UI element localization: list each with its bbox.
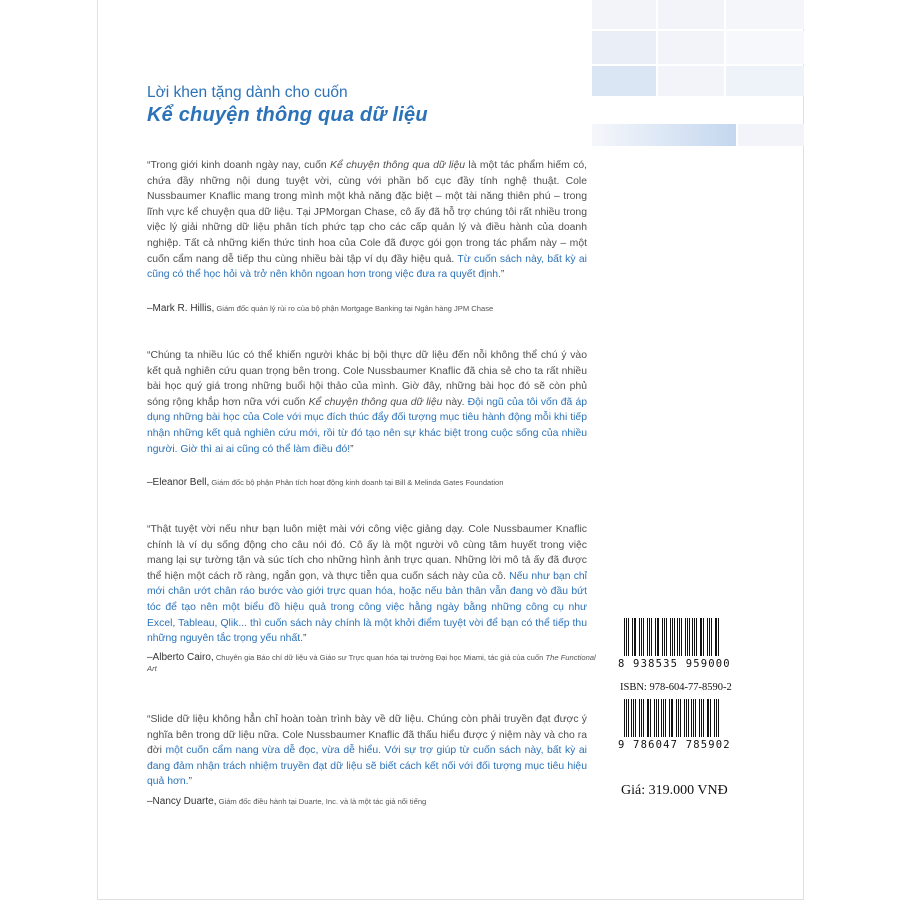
barcode-bar [656,699,657,737]
barcode-bar [698,618,699,656]
barcode-bar [651,618,652,656]
barcode-bar [628,618,629,656]
barcode-bar [692,618,693,656]
quote-segment: này. [442,396,468,408]
title-line-1: Lời khen tặng dành cho cuốn [147,84,348,101]
barcode-bar [650,699,651,737]
barcode-bar [639,699,640,737]
barcode-bar [635,699,636,737]
barcode-bar [709,618,710,656]
author-role: Chuyên gia Báo chí dữ liệu và Giáo sư Trực quan hóa tại trường Đại học Miami, tác giả của cuốn [213,653,546,662]
barcode-bar [678,699,679,737]
barcode-bar [653,618,654,656]
quote-3 [147,522,587,647]
barcode-bar [705,699,706,737]
barcode-bar [716,699,717,737]
barcode-bar [626,699,627,737]
price-label: Giá: 319.000 VNĐ [621,783,728,798]
barcode-bar [691,699,692,737]
barcode-bar [670,618,671,656]
barcode-bar [701,699,702,737]
attribution-4 [147,796,602,807]
barcode-bar [680,699,681,737]
barcode-bar [700,618,701,656]
barcode-bar [643,618,644,656]
author-name: –Alberto Cairo, [147,652,214,663]
barcode-bar [686,699,687,737]
barcode-bar [645,618,646,656]
barcode-bar [707,699,708,737]
barcode-ean [624,618,722,656]
barcode-bar [679,618,680,656]
barcode-bar [637,699,638,737]
barcode-bar [694,618,695,656]
quote-segment: Từ cuốn sách này, bất kỳ ai cũng có thể học hỏi và trở nên khôn ngoan hơn trong việc đưa ra quyết định. [147,253,587,281]
barcode-bar [701,618,702,656]
barcode-bar [641,618,642,656]
barcode-bar [715,618,716,656]
quote-segment: “Trong giới kinh doanh ngày nay, cuốn [147,160,331,171]
barcode-bar [643,699,644,737]
barcode-bar [635,618,636,656]
quote-segment: ” [500,269,505,281]
barcode-bar [674,699,675,737]
barcode-bar [647,699,648,737]
barcode-bar [683,618,684,656]
barcode-bar [624,699,625,737]
quote-segment: ” [188,776,192,788]
barcode-bar [645,699,646,737]
quote-segment: ” [350,443,354,455]
barcode-bar [720,618,721,656]
barcode-bar [671,699,672,737]
barcode-bar [664,618,665,656]
barcode-bar [684,699,685,737]
author-role: Giám đốc quản lý rủi ro của bộ phận Mortgage Banking tại Ngân hàng JPM Chase [214,304,494,313]
barcode-bar [677,618,678,656]
barcode-bar [637,618,638,656]
barcode-bar [711,618,712,656]
barcode-bar [626,618,627,656]
barcode-bar [681,618,682,656]
barcode-isbn [624,699,722,737]
barcode-bar [697,699,698,737]
barcode-1-number: 8 938535 959000 [618,658,731,670]
barcode-bar [672,618,673,656]
barcode-bar [652,699,653,737]
barcode-bar [689,699,690,737]
quote-segment: Nếu như bạn chỉ mới chân ướt chân ráo bước vào giới trực quan hóa, hoặc nếu bản thân vẫn đang vò đầu bứt tóc để tạo nên một biểu đồ hiệu quả trong công việc hằng ngày bằng những công cụ như Excel, Tableau, Qlik... thì cuốn sách này chính là một khởi điểm tuyệt vời để bạn có thể tiếp thu những nguyên tắc trọng yếu nhất. [147,570,587,645]
barcode-bar [672,699,673,737]
attribution-1 [147,303,602,314]
barcode-bar [703,699,704,737]
barcode-bar [667,699,668,737]
barcode-bar [655,618,656,656]
book-reference: The Functional Art [147,653,596,673]
barcode-bar [716,618,717,656]
quote-segment: ” [303,633,307,645]
barcode-bar [628,699,629,737]
barcode-bar [634,618,635,656]
barcode-bar [703,618,704,656]
author-name: –Eleanor Bell, [147,477,210,488]
barcode-bar [660,618,661,656]
barcode-bar [641,699,642,737]
barcode-bar [669,699,670,737]
barcode-bar [649,618,650,656]
barcode-bar [687,618,688,656]
attribution-2 [147,477,602,488]
barcode-bar [662,618,663,656]
barcode-bar [708,699,709,737]
barcode-bar [663,699,664,737]
barcode-2-number: 9 786047 785902 [618,739,731,751]
barcode-bar [665,699,666,737]
barcode-bar [690,618,691,656]
barcode-bar [631,699,632,737]
barcode-bar [710,699,711,737]
quote-segment: là một tác phẩm hiếm có, chứa đầy những nội dung tuyệt vời, cùng với phần bố cục đầy tính nghệ thuật. Cole Nussbaumer Knaflic mang trong mình một khả năng đặc biệt – một tài năng thiên phú – trong lĩnh vực kể chuyện qua dữ liệu. Tại JPMorgan Chase, cô ấy đã hỗ trợ chúng tôi rất nhiều trong việc lý giải những dữ liệu phân tích phức tạp cho các cấp quản lý và điều hành của doanh nghiệp. Tất cả những kiến thức tinh hoa của Cole đã được gói gọn trong tác phẩm này – một cuốn cẩm nang dễ tiếp thu cùng nhiều bài tập ví dụ đầy hiệu quả. [147,160,588,265]
book-title: Kể chuyện thông qua dữ liệu [147,104,428,126]
barcode-bar [674,618,675,656]
barcode-bar [676,699,677,737]
barcode-bar [658,699,659,737]
barcode-bar [720,699,721,737]
barcode-bar [624,618,625,656]
barcode-bar [713,618,714,656]
author-role: Giám đốc bộ phận Phân tích hoạt động kinh doanh tại Bill & Melinda Gates Foundation [209,478,504,487]
quote-segment: một cuốn cẩm nang vừa dễ đọc, vừa dễ hiểu. Với sự trợ giúp từ cuốn sách này, bất kỳ ai đang đảm nhận trách nhiệm truyền đạt dữ liệu sẽ biết cách kết nối với đối tượng mục tiêu hiệu quả hơn. [147,745,587,788]
barcode-bar [632,618,633,656]
barcode-bar [707,618,708,656]
author-role: Giám đốc điều hành tại Duarte, Inc. và là một tác giả nổi tiếng [216,797,427,806]
isbn-label: ISBN: 978-604-77-8590-2 [620,682,732,693]
quote-2 [147,348,587,457]
barcode-bar [639,618,640,656]
barcode-bar [689,618,690,656]
barcode-bar [630,699,631,737]
barcode-bar [633,699,634,737]
author-name: –Nancy Duarte, [147,796,217,807]
quote-segment: “Chúng ta nhiều lúc có thể khiến người khác bị bội thực dữ liệu đến nỗi không thể chú ý vào kết quả nghiên cứu quan trọng bên trong. Cole Nussbaumer Knaflic đã chia sẻ cho ta rất nhiều bài học quý giá trong những buổi hội thảo của mình. Giờ đây, những bài học đó sẽ còn phủ sóng rộng khắp hơn nữa với cuốn [147,350,587,408]
barcode-bar [705,618,706,656]
barcode-bar [661,699,662,737]
barcode-bar [714,699,715,737]
barcode-bar [718,618,719,656]
barcode-bar [657,618,658,656]
quote-segment: “Slide dữ liệu không hẳn chỉ hoàn toàn trình bày về dữ liệu. Chúng còn phải truyền đạt được ý nghĩa bên trong dữ liệu nữa. Cole Nussbaumer Knaflic đã thấu hiểu được ý niệm này và cho ra đời [147,714,587,757]
barcode-bar [660,699,661,737]
barcode-bar [696,618,697,656]
quote-1 [147,158,587,283]
quote-segment: Kể chuyện thông qua dữ liệu [308,396,443,408]
barcode-bar [695,699,696,737]
barcode-bar [658,618,659,656]
quote-segment: Đội ngũ của tôi vốn đã áp dụng những bài học của Cole với mục đích thúc đẩy đối tượng mục tiêu hành động mỗi khi tiếp nhận những kết quả nghiên cứu mới, rồi từ đó tạo nên sự khác biệt trong cuộc sống của nhiều người. Giờ thì ai ai cũng có thể làm điều đó! [147,396,587,455]
barcode-bar [718,699,719,737]
barcode-bar [685,618,686,656]
quote-4 [147,712,587,790]
barcode-bar [693,699,694,737]
barcode-bar [654,699,655,737]
barcode-bar [682,699,683,737]
barcode-bar [647,618,648,656]
barcode-bar [699,699,700,737]
barcode-bar [630,618,631,656]
barcode-bar [712,699,713,737]
quote-segment: “Thật tuyệt vời nếu như bạn luôn miệt mài với công việc giảng dạy. Cole Nussbaumer Knaflic chính là ví dụ sống động cho câu nói đó. Cô ấy là một người vô cùng tâm huyết trong việc mang lại sự tường tận và súc tích cho những hình ảnh trực quan. Những lời mô tả ấy đã được thể hiện một cách rõ ràng, ngắn gọn, và thực tiễn qua cuốn sách này của cô. [147,524,587,582]
barcode-bar [676,618,677,656]
barcode-bar [688,699,689,737]
barcode-bar [648,699,649,737]
barcode-bar [666,618,667,656]
author-name: –Mark R. Hillis, [147,303,215,314]
barcode-bar [668,618,669,656]
quote-segment: Kể chuyện thông qua dữ liệu [330,160,466,171]
attribution-3 [147,652,602,674]
